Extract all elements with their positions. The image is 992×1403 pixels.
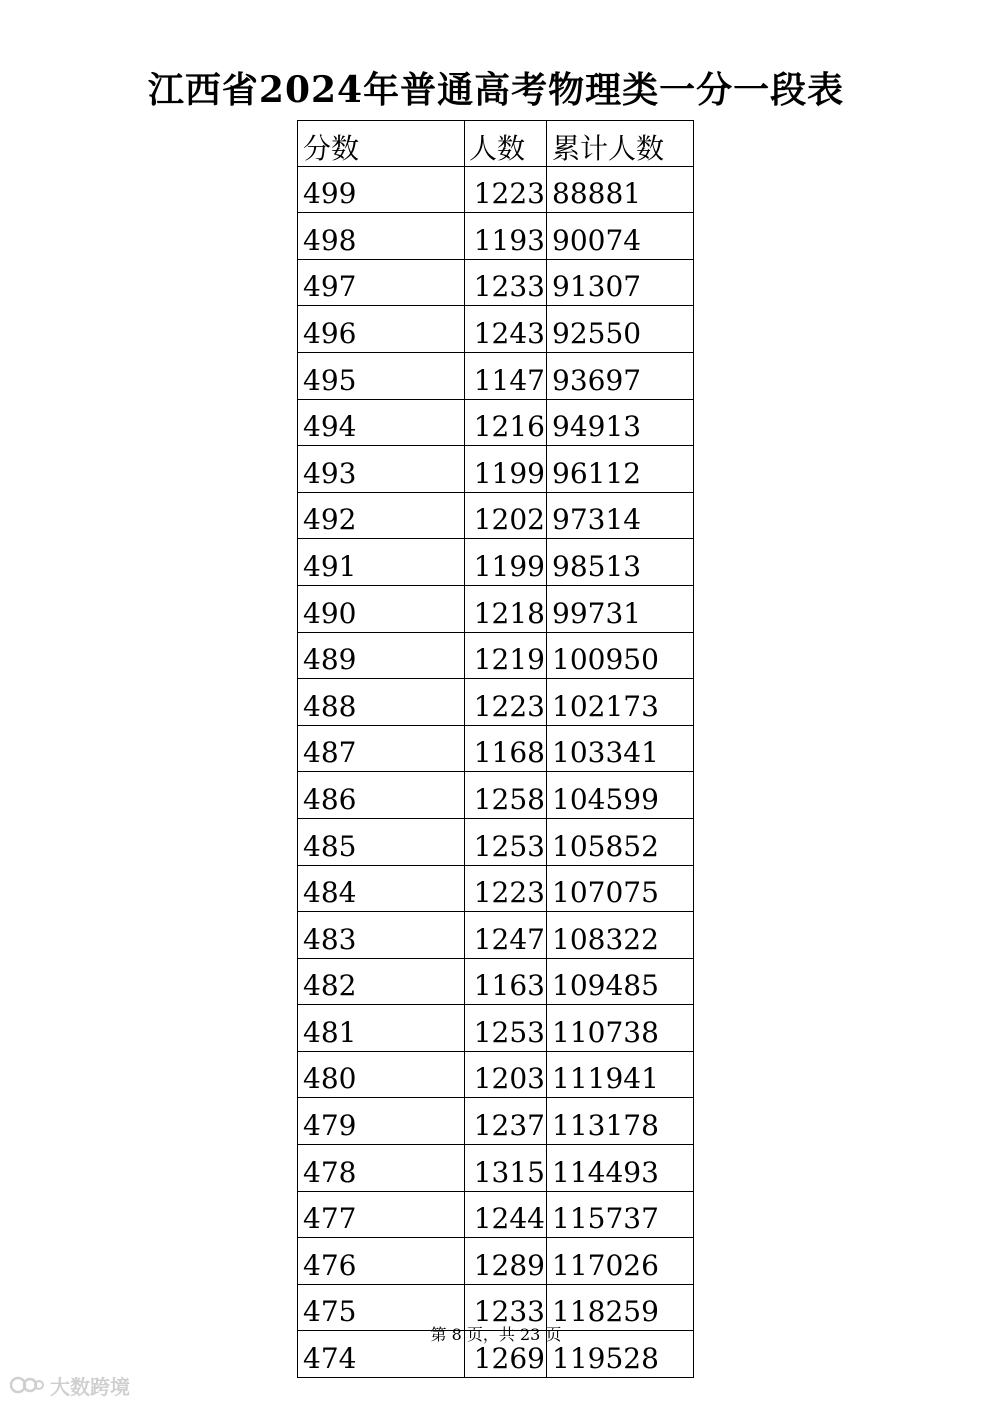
table-row xyxy=(298,399,694,446)
table-row xyxy=(298,492,694,539)
brand-logo-icon xyxy=(10,1374,44,1396)
cell-cumulative: 117026 xyxy=(547,1238,694,1285)
cell-count: 1233 xyxy=(465,259,547,306)
cell-cumulative: 99731 xyxy=(547,585,694,632)
cell-score: 486 xyxy=(298,772,465,819)
cell-score: 493 xyxy=(298,446,465,493)
cell-score: 485 xyxy=(298,818,465,865)
cell-cumulative: 105852 xyxy=(547,818,694,865)
cell-cumulative: 114493 xyxy=(547,1145,694,1192)
cell-cumulative: 98513 xyxy=(547,539,694,586)
cell-cumulative: 119528 xyxy=(547,1331,694,1378)
table-row xyxy=(298,446,694,493)
cell-count: 1168 xyxy=(465,725,547,772)
table-row xyxy=(298,912,694,959)
table-row xyxy=(298,725,694,772)
table-row xyxy=(298,679,694,726)
cell-score: 487 xyxy=(298,725,465,772)
cell-cumulative: 91307 xyxy=(547,259,694,306)
table-row xyxy=(298,166,694,213)
cell-cumulative: 100950 xyxy=(547,632,694,679)
cell-count: 1193 xyxy=(465,213,547,260)
cell-cumulative: 90074 xyxy=(547,213,694,260)
cell-score: 490 xyxy=(298,585,465,632)
cell-count: 1218 xyxy=(465,585,547,632)
cell-score: 474 xyxy=(298,1331,465,1378)
cell-count: 1289 xyxy=(465,1238,547,1285)
cell-count: 1216 xyxy=(465,399,547,446)
cell-cumulative: 115737 xyxy=(547,1191,694,1238)
cell-count: 1244 xyxy=(465,1191,547,1238)
cell-score: 483 xyxy=(298,912,465,959)
cell-cumulative: 118259 xyxy=(547,1284,694,1331)
cell-cumulative: 93697 xyxy=(547,352,694,399)
cell-score: 495 xyxy=(298,352,465,399)
cell-count: 1219 xyxy=(465,632,547,679)
cell-score: 498 xyxy=(298,213,465,260)
cell-score: 494 xyxy=(298,399,465,446)
cell-cumulative: 109485 xyxy=(547,958,694,1005)
cell-cumulative: 111941 xyxy=(547,1051,694,1098)
cell-score: 480 xyxy=(298,1051,465,1098)
cell-cumulative: 103341 xyxy=(547,725,694,772)
table-row xyxy=(298,539,694,586)
cell-count: 1223 xyxy=(465,679,547,726)
cell-count: 1147 xyxy=(465,352,547,399)
cell-count: 1203 xyxy=(465,1051,547,1098)
table-body xyxy=(298,166,694,1377)
table-header-row xyxy=(298,121,694,167)
cell-count: 1258 xyxy=(465,772,547,819)
cell-score: 476 xyxy=(298,1238,465,1285)
table-row xyxy=(298,1098,694,1145)
cell-cumulative: 107075 xyxy=(547,865,694,912)
cell-score: 475 xyxy=(298,1284,465,1331)
score-table xyxy=(297,120,694,1378)
header-score: 分数 xyxy=(298,121,465,167)
cell-cumulative: 104599 xyxy=(547,772,694,819)
table-row xyxy=(298,958,694,1005)
cell-count: 1199 xyxy=(465,446,547,493)
table-row xyxy=(298,1238,694,1285)
cell-count: 1315 xyxy=(465,1145,547,1192)
table-row xyxy=(298,306,694,353)
header-count: 人数 xyxy=(465,121,547,167)
cell-count: 1253 xyxy=(465,1005,547,1052)
cell-score: 492 xyxy=(298,492,465,539)
table-row xyxy=(298,213,694,260)
cell-score: 499 xyxy=(298,166,465,213)
cell-count: 1269 xyxy=(465,1331,547,1378)
cell-score: 489 xyxy=(298,632,465,679)
table-row xyxy=(298,1145,694,1192)
cell-count: 1253 xyxy=(465,818,547,865)
table-row xyxy=(298,865,694,912)
table-row xyxy=(298,818,694,865)
cell-score: 496 xyxy=(298,306,465,353)
table-row xyxy=(298,632,694,679)
cell-count: 1223 xyxy=(465,865,547,912)
cell-cumulative: 113178 xyxy=(547,1098,694,1145)
cell-cumulative: 96112 xyxy=(547,446,694,493)
page-footer: 第 8 页，共 23 页 xyxy=(430,1325,562,1344)
table-row xyxy=(298,1005,694,1052)
cell-count: 1233 xyxy=(465,1284,547,1331)
cell-score: 488 xyxy=(298,679,465,726)
cell-cumulative: 108322 xyxy=(547,912,694,959)
table-row xyxy=(298,352,694,399)
cell-score: 478 xyxy=(298,1145,465,1192)
cell-score: 479 xyxy=(298,1098,465,1145)
cell-cumulative: 94913 xyxy=(547,399,694,446)
table-row xyxy=(298,772,694,819)
page-title: 江西省2024年普通高考物理类一分一段表 xyxy=(147,69,845,111)
cell-count: 1163 xyxy=(465,958,547,1005)
cell-cumulative: 88881 xyxy=(547,166,694,213)
table-row xyxy=(298,585,694,632)
cell-cumulative: 92550 xyxy=(547,306,694,353)
cell-score: 497 xyxy=(298,259,465,306)
cell-count: 1243 xyxy=(465,306,547,353)
cell-count: 1202 xyxy=(465,492,547,539)
cell-score: 491 xyxy=(298,539,465,586)
table-row xyxy=(298,259,694,306)
watermark xyxy=(10,1372,130,1398)
cell-cumulative: 102173 xyxy=(547,679,694,726)
cell-cumulative: 110738 xyxy=(547,1005,694,1052)
cell-count: 1199 xyxy=(465,539,547,586)
cell-count: 1223 xyxy=(465,166,547,213)
watermark-text: 大数跨境 xyxy=(50,1374,130,1399)
cell-score: 481 xyxy=(298,1005,465,1052)
cell-cumulative: 97314 xyxy=(547,492,694,539)
table-row xyxy=(298,1191,694,1238)
cell-count: 1237 xyxy=(465,1098,547,1145)
table-row xyxy=(298,1051,694,1098)
header-cumulative: 累计人数 xyxy=(547,121,694,167)
cell-score: 482 xyxy=(298,958,465,1005)
cell-score: 477 xyxy=(298,1191,465,1238)
cell-score: 484 xyxy=(298,865,465,912)
cell-count: 1247 xyxy=(465,912,547,959)
